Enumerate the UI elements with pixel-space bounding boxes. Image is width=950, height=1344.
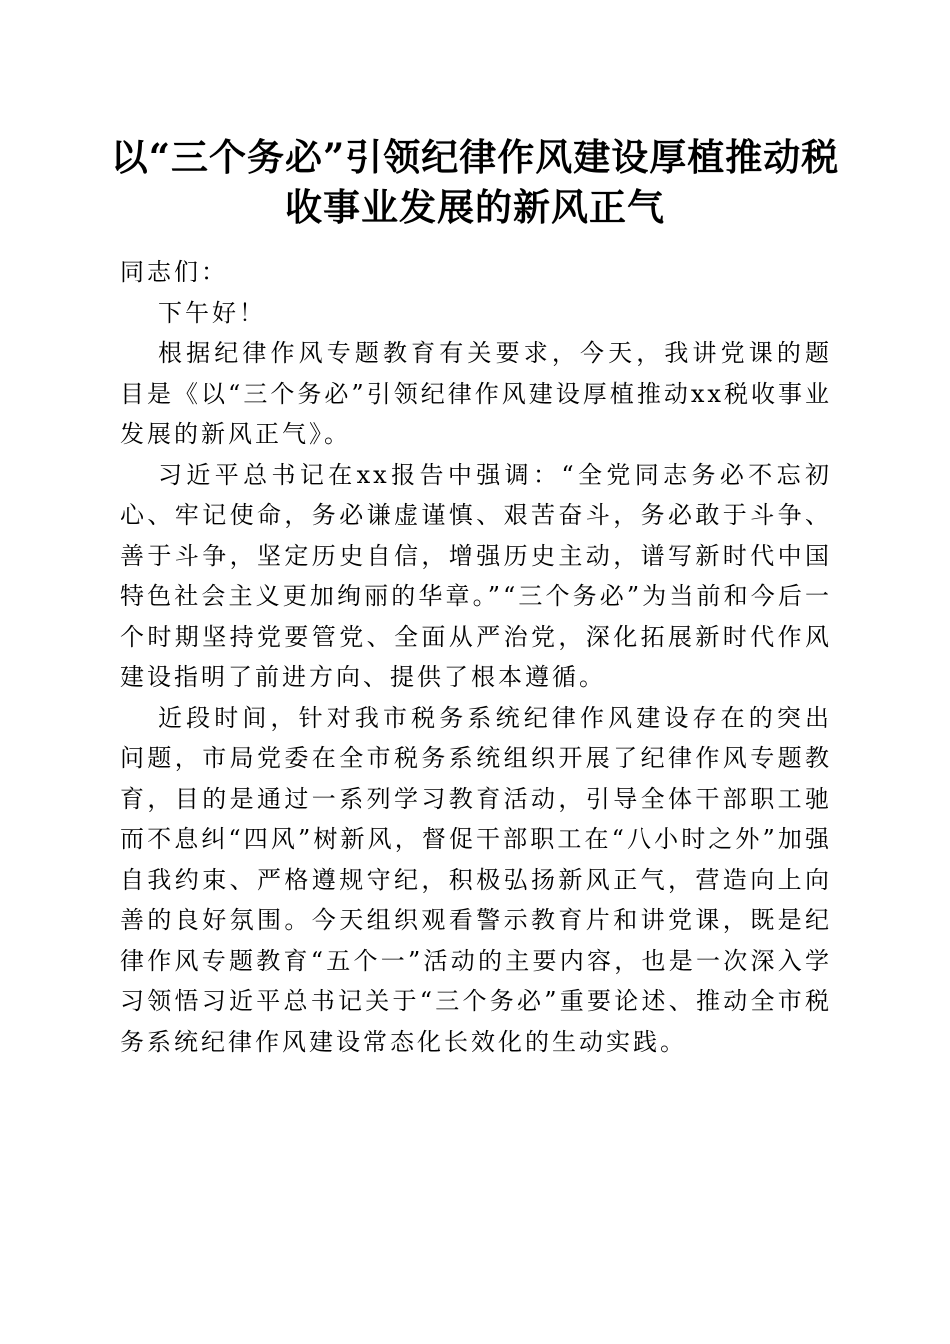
- salutation: 同志们：: [120, 258, 228, 286]
- paragraph-greeting: 下午好！: [158, 298, 266, 327]
- paragraph-quote: 习近平总书记在xx报告中强调：“全党同志务必不忘初心、牢记使命，务必谦虚谨慎、艰苦奋斗，务必敢于斗争、善于斗争，坚定历史自信，增强历史主动，谱写新时代中国特色社会主义更加绚丽的华章。”“三个务必”为当前和今后一个时期坚持党要管党、全面从严治党，深化拓展新时代作风建设指明了前进方向、提供了根本遵循。: [120, 460, 832, 691]
- paragraph-context: 近段时间，针对我市税务系统纪律作风建设存在的突出问题，市局党委在全市税务系统组织开展了纪律作风专题教育，目的是通过一系列学习教育活动，引导全体干部职工驰而不息纠“四风”树新风，督促干部职工在“八小时之外”加强自我约束、严格遵规守纪，积极弘扬新风正气，营造向上向善的良好氛围。今天组织观看警示教育片和讲党课，既是纪律作风专题教育“五个一”活动的主要内容，也是一次深入学习领悟习近平总书记关于“三个务必”重要论述、推动全市税务系统纪律作风建设常态化长效化的生动实践。: [120, 703, 832, 1056]
- paragraph-topic: 根据纪律作风专题教育有关要求，今天，我讲党课的题目是《以“三个务必”引领纪律作风建设厚植推动xx税收事业发展的新风正气》。: [120, 339, 832, 448]
- document-title-line-2: 收事业发展的新风正气: [285, 185, 665, 229]
- document-title: [110, 132, 840, 232]
- document-title-line-1: 以“三个务必”引领纪律作风建设厚植推动税: [110, 135, 840, 179]
- document-body: [120, 252, 832, 1062]
